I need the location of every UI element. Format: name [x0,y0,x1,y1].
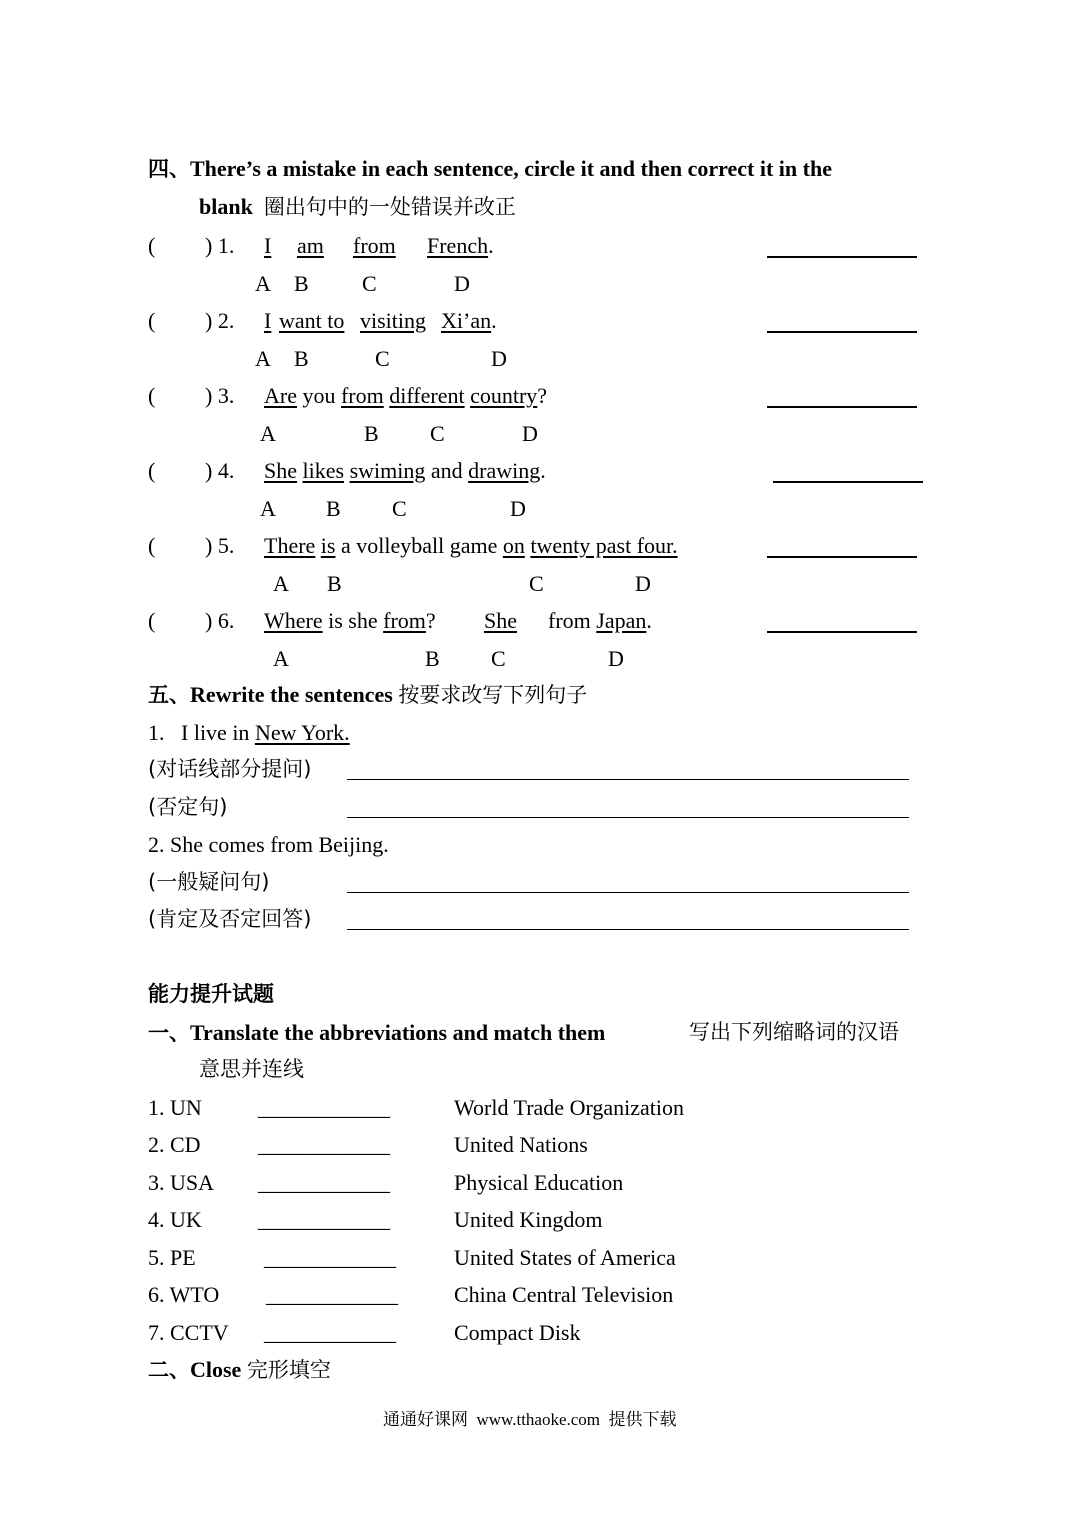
answer-blank[interactable] [767,256,917,258]
answer-blank[interactable]: ____________ [266,1282,398,1307]
prompt-label: (对话线部分提问) [148,757,312,781]
section4-heading-line2: blank 圈出句中的一处错误并改正 [199,194,516,219]
option-c-text: on [502,533,525,558]
meaning: United States of America [454,1245,676,1270]
abbreviation: 2. CD [148,1132,201,1157]
meaning: Compact Disk [454,1320,581,1345]
option-a-text: I [264,308,272,333]
option-c-text: She [484,608,517,633]
answer-blank[interactable]: ____________ [264,1320,396,1345]
prompt-label: (否定句) [148,795,228,819]
answer-blank[interactable]: ____________ [258,1170,390,1195]
option-c-text: from [353,233,396,258]
page-footer: 通通好课网 www.tthaoke.com 提供下载 [383,1410,677,1430]
answer-blank[interactable]: ____________ [258,1132,390,1157]
section4-heading: 四、There’s a mistake in each sentence, circle it and then correct it in the [148,156,832,181]
option-a-text: Are [264,383,297,408]
meaning: United Kingdom [454,1207,603,1232]
prompt-label: (肯定及否定回答) [148,907,312,931]
option-b-text: from [383,608,426,633]
abbreviation: 5. PE [148,1245,196,1270]
section-title: 能力提升试题 [148,982,274,1006]
abbreviation: 3. USA [148,1170,215,1195]
option-a-text: She [264,458,297,483]
option-d-text: Japan [596,608,647,633]
option-b-text: want to [279,308,345,333]
answer-line[interactable] [347,892,909,893]
option-c-text: different [389,383,465,408]
meaning: Physical Education [454,1170,624,1195]
answer-blank[interactable] [767,631,917,633]
answer-blank[interactable]: ____________ [264,1245,396,1270]
answer-blank[interactable] [767,556,917,558]
ability-sec2-heading: 二、Close 完形填空 [148,1357,331,1382]
option-a-text: There [264,533,316,558]
abbreviation: 6. WTO [148,1282,220,1307]
meaning: China Central Television [454,1282,674,1307]
answer-blank[interactable] [773,481,923,483]
ability-sec1-heading: 一、Translate the abbreviations and match them [148,1020,606,1045]
option-d-text: country [470,383,538,408]
option-b-text: from [340,383,384,408]
answer-blank[interactable] [767,331,917,333]
sentence-2: 2. She comes from Beijing. [148,832,389,857]
answer-blank[interactable] [767,406,917,408]
answer-blank[interactable]: ____________ [258,1095,390,1120]
prompt-label: (一般疑问句) [148,870,270,894]
option-b-text: is [320,533,336,558]
abbreviation: 1. UN [148,1095,202,1120]
abbreviation: 7. CCTV [148,1320,229,1345]
sentence-1: 1. I live in New York. [148,720,350,745]
footer-url[interactable]: www.tthaoke.com [476,1410,601,1429]
option-a-text: I [264,233,272,258]
meaning: United Nations [454,1132,588,1157]
option-b-text: am [297,233,324,258]
answer-blank[interactable]: ____________ [258,1207,390,1232]
meaning: World Trade Organization [454,1095,685,1120]
option-b-text: likes [302,458,345,483]
option-d-text: twenty past four. [530,533,678,558]
option-c-text: visiting [360,308,427,333]
option-a-text: Where [264,608,323,633]
abbreviation: 4. UK [148,1207,202,1232]
option-c-text: swiming [349,458,426,483]
option-d-text: French [427,233,489,258]
option-d-text: drawing [468,458,541,483]
answer-line[interactable] [347,817,909,818]
answer-line[interactable] [347,929,909,930]
section5-heading: 五、Rewrite the sentences 按要求改写下列句子 [148,682,588,707]
answer-line[interactable] [347,779,909,780]
option-d-text: Xi’an [441,308,492,333]
